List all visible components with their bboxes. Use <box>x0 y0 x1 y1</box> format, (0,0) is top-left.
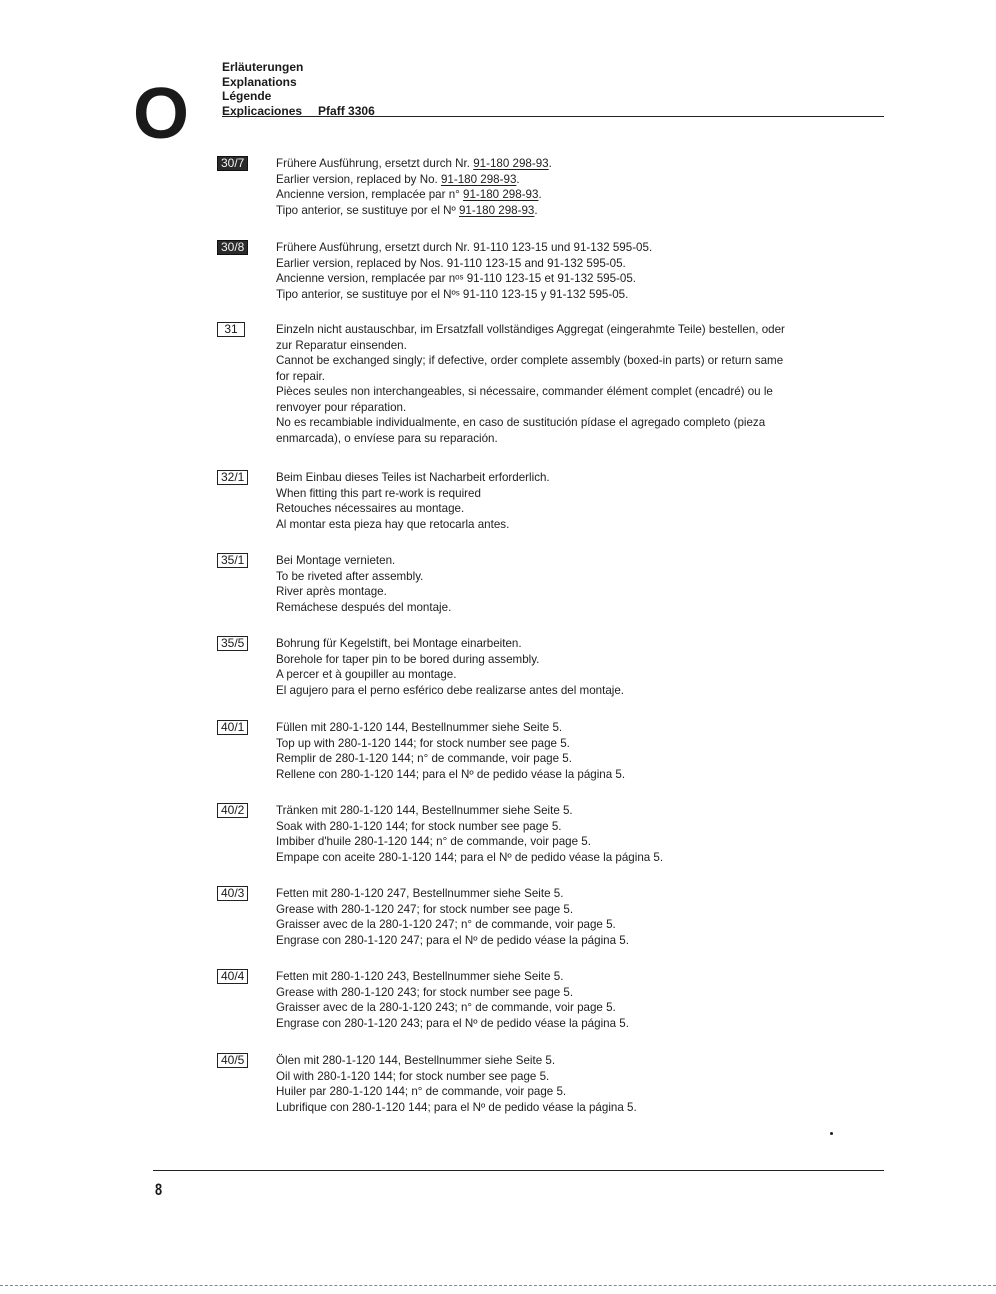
explanation-line <box>276 1053 876 1069</box>
line-text: Imbiber d'huile 280-1-120 144; n° de commande, voir page 5. <box>276 835 591 848</box>
reference-code-badge: 40/5 <box>217 1053 248 1068</box>
line-text: Cannot be exchanged singly; if defective, order complete assembly (boxed-in parts) or return same <box>276 354 784 367</box>
footer-divider <box>153 1170 884 1171</box>
reference-code-badge: 40/3 <box>217 886 248 901</box>
line-text: To be riveted after assembly. <box>276 569 424 583</box>
explanation-text <box>276 240 876 302</box>
line-text: Frühere Ausführung, ersetzt durch Nr. <box>276 157 474 170</box>
header-title-fr: Légende <box>222 89 272 103</box>
header-title-de: Erläuterungen <box>222 60 304 74</box>
header-divider <box>222 116 884 117</box>
line-text: Fetten mit 280-1-120 247, Bestellnummer siehe Seite 5. <box>276 887 564 900</box>
explanation-line <box>276 803 876 819</box>
explanation-line <box>276 969 876 985</box>
reference-code-badge: 35/5 <box>217 636 248 651</box>
line-text: Soak with 280-1-120 144; for stock number see page 5. <box>276 819 562 833</box>
explanation-line <box>276 569 876 585</box>
line-text: El agujero para el perno esférico debe realizarse antes del montaje. <box>276 683 625 697</box>
line-text: Earlier version, replaced by No. <box>276 172 441 186</box>
scan-speck <box>830 1132 833 1135</box>
explanation-line <box>276 470 876 486</box>
line-text: Oil with 280-1-120 144; for stock number see page 5. <box>276 1069 550 1083</box>
reference-code-badge: 30/8 <box>217 240 248 255</box>
explanation-line <box>276 636 876 652</box>
part-number: 91-180 298-93 <box>463 188 539 201</box>
part-number: 91-180 298-93 <box>458 203 535 217</box>
explanation-line <box>276 751 876 767</box>
explanation-line <box>276 933 876 949</box>
reference-code-badge: 30/7 <box>217 156 248 171</box>
line-text: Remplir de 280-1-120 144; n° de commande, voir page 5. <box>276 752 572 765</box>
line-text: Einzeln nicht austauschbar, im Ersatzfall vollständiges Aggregat (eingerahmte Teile) bestellen, oder <box>276 323 785 336</box>
reference-code-badge: 40/2 <box>217 803 248 818</box>
part-number: 91-180 298-93 <box>473 157 549 170</box>
page-number: 8 <box>155 1180 163 1199</box>
line-text: River après montage. <box>276 585 387 598</box>
explanation-line <box>276 902 876 918</box>
explanation-line <box>276 271 876 287</box>
line-text: Earlier version, replaced by Nos. 91-110 123-15 and 91-132 595-05. <box>276 256 626 270</box>
explanation-line <box>276 353 876 369</box>
explanation-line <box>276 187 876 203</box>
section-letter: O <box>133 74 190 154</box>
line-text: No es recambiable individualmente, en caso de sustitución pídase el agregado completo (pieza <box>276 416 766 429</box>
line-text: for repair. <box>276 369 325 383</box>
reference-code-badge: 32/1 <box>217 470 248 485</box>
explanation-line <box>276 767 876 783</box>
line-suffix: . <box>516 172 520 186</box>
line-text: Grease with 280-1-120 243; for stock number see page 5. <box>276 985 574 999</box>
line-text: Tränken mit 280-1-120 144, Bestellnummer siehe Seite 5. <box>276 804 573 817</box>
line-text: Borehole for taper pin to be bored during assembly. <box>276 652 540 666</box>
explanation-line <box>276 819 876 835</box>
line-text: Retouches nécessaires au montage. <box>276 502 465 515</box>
explanation-line <box>276 1100 876 1116</box>
explanation-line <box>276 917 876 933</box>
line-suffix: . <box>538 188 542 201</box>
line-text: When fitting this part re-work is required <box>276 486 481 500</box>
explanation-line <box>276 1069 876 1085</box>
explanation-line <box>276 156 876 172</box>
explanation-line <box>276 584 876 600</box>
line-text: Remáchese después del montaje. <box>276 600 452 614</box>
page-header <box>222 60 375 118</box>
reference-code-badge: 31 <box>217 322 245 337</box>
explanation-text <box>276 470 876 532</box>
line-text: Empape con aceite 280-1-120 144; para el Nº de pedido véase la página 5. <box>276 850 664 864</box>
line-text: Bei Montage vernieten. <box>276 554 396 567</box>
explanation-text <box>276 636 876 698</box>
line-text: Grease with 280-1-120 247; for stock number see page 5. <box>276 902 574 916</box>
explanation-line <box>276 736 876 752</box>
header-title-es: Explicaciones <box>222 103 303 118</box>
explanation-line <box>276 1084 876 1100</box>
line-text: Rellene con 280-1-120 144; para el Nº de pedido véase la página 5. <box>276 767 626 781</box>
part-number: 91-180 298-93 <box>440 172 517 186</box>
explanation-line <box>276 287 876 303</box>
reference-code-badge: 40/1 <box>217 720 248 735</box>
explanation-line <box>276 553 876 569</box>
explanation-line <box>276 652 876 668</box>
explanation-line <box>276 338 876 354</box>
explanation-line <box>276 431 876 447</box>
line-text: Graisser avec de la 280-1-120 247; n° de commande, voir page 5. <box>276 918 616 931</box>
line-text: Ancienne version, remplacée par nᵒˢ 91-110 123-15 et 91-132 595-05. <box>276 272 637 285</box>
line-text: Bohrung für Kegelstift, bei Montage einarbeiten. <box>276 637 522 650</box>
line-text: Tipo anterior, se sustituye por el Nºˢ 91-110 123-15 y 91-132 595-05. <box>276 287 629 301</box>
header-title-en: Explanations <box>222 74 297 89</box>
explanation-line <box>276 172 876 188</box>
line-text: Al montar esta pieza hay que retocarla antes. <box>276 517 510 531</box>
line-text: Füllen mit 280-1-120 144, Bestellnummer siehe Seite 5. <box>276 721 563 734</box>
line-text: Graisser avec de la 280-1-120 243; n° de commande, voir page 5. <box>276 1001 616 1014</box>
explanation-line <box>276 256 876 272</box>
line-text: Ancienne version, remplacée par n° <box>276 188 464 201</box>
explanation-text <box>276 886 876 948</box>
explanation-line <box>276 834 876 850</box>
reference-code-badge: 35/1 <box>217 553 248 568</box>
explanation-text <box>276 720 876 782</box>
line-text: zur Reparatur einsenden. <box>276 338 407 352</box>
explanation-text <box>276 156 876 218</box>
explanation-line <box>276 322 876 338</box>
explanation-text <box>276 322 876 446</box>
explanation-line <box>276 400 876 416</box>
line-text: renvoyer pour réparation. <box>276 400 407 414</box>
explanation-text <box>276 969 876 1031</box>
explanation-line <box>276 667 876 683</box>
explanation-line <box>276 240 876 256</box>
explanation-line <box>276 683 876 699</box>
explanation-line <box>276 850 876 866</box>
explanation-line <box>276 384 876 400</box>
explanation-line <box>276 886 876 902</box>
line-text: Tipo anterior, se sustituye por el Nº <box>276 203 459 217</box>
line-text: Beim Einbau dieses Teiles ist Nacharbeit erforderlich. <box>276 471 550 484</box>
explanation-text <box>276 1053 876 1115</box>
line-text: Top up with 280-1-120 144; for stock number see page 5. <box>276 736 570 750</box>
scan-edge-line <box>0 1285 996 1286</box>
explanation-line <box>276 1016 876 1032</box>
explanation-line <box>276 1000 876 1016</box>
explanation-line <box>276 486 876 502</box>
line-text: A percer et à goupiller au montage. <box>276 668 457 681</box>
line-text: Lubrifique con 280-1-120 144; para el Nº de pedido véase la página 5. <box>276 1100 637 1114</box>
explanation-line <box>276 517 876 533</box>
line-text: Pièces seules non interchangeables, si nécessaire, commander élément complet (encadré) ou le <box>276 385 773 398</box>
header-model: Pfaff 3306 <box>318 103 375 118</box>
line-text: Huiler par 280-1-120 144; n° de commande, voir page 5. <box>276 1085 567 1098</box>
explanation-text <box>276 553 876 615</box>
line-text: Engrase con 280-1-120 247; para el Nº de pedido véase la página 5. <box>276 933 629 947</box>
line-suffix: . <box>534 203 538 217</box>
explanation-line <box>276 501 876 517</box>
explanation-text <box>276 803 876 865</box>
explanation-line <box>276 720 876 736</box>
line-text: Fetten mit 280-1-120 243, Bestellnummer siehe Seite 5. <box>276 970 564 983</box>
line-text: Frühere Ausführung, ersetzt durch Nr. 91-110 123-15 und 91-132 595-05. <box>276 241 653 254</box>
line-text: enmarcada), o envíese para su reparación. <box>276 431 498 445</box>
explanation-line <box>276 600 876 616</box>
reference-code-badge: 40/4 <box>217 969 248 984</box>
line-text: Engrase con 280-1-120 243; para el Nº de pedido véase la página 5. <box>276 1016 629 1030</box>
explanation-line <box>276 985 876 1001</box>
explanation-line <box>276 203 876 219</box>
line-text: Ölen mit 280-1-120 144, Bestellnummer siehe Seite 5. <box>276 1054 556 1067</box>
explanation-line <box>276 369 876 385</box>
explanation-line <box>276 415 876 431</box>
line-suffix: . <box>548 157 552 170</box>
